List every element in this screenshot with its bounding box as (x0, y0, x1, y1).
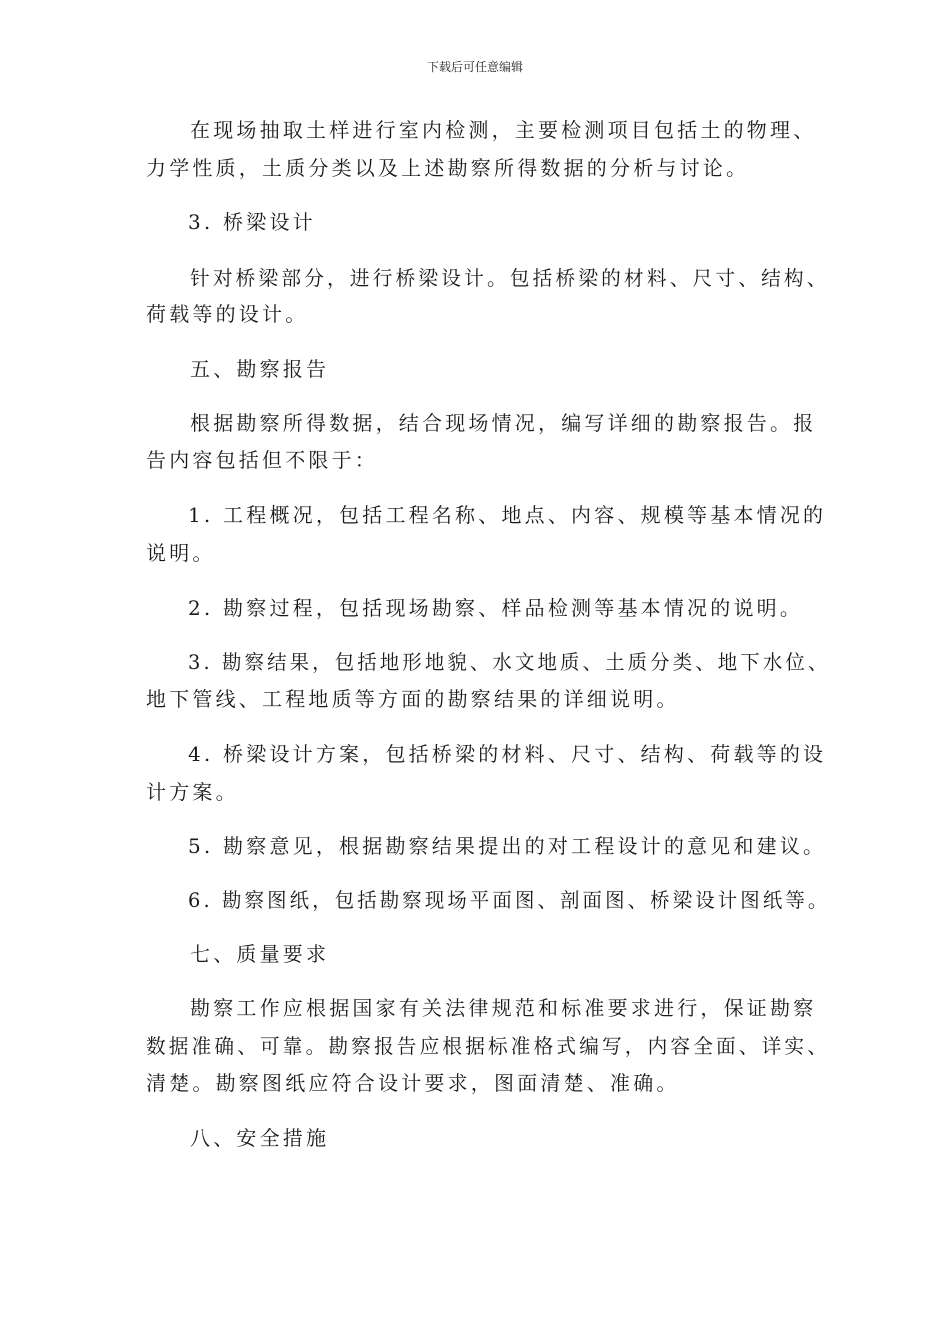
list-item: 说明。 (146, 541, 216, 565)
list-item: 地下管线、工程地质等方面的勘察结果的详细说明。 (146, 687, 680, 711)
section-heading: 五、勘察报告 (190, 357, 330, 381)
list-item: 3. 勘察结果，包括地形地貌、水文地质、土质分类、地下水位、 (188, 650, 831, 674)
list-item: 1. 工程概况，包括工程名称、地点、内容、规模等基本情况的 (188, 503, 827, 527)
paragraph-line: 告内容包括但不限于： (146, 448, 378, 472)
list-item: 计方案。 (146, 780, 239, 804)
list-item: 4. 桥梁设计方案，包括桥梁的材料、尺寸、结构、荷载等的设 (188, 742, 827, 766)
paragraph-line: 清楚。勘察图纸应符合设计要求，图面清楚、准确。 (146, 1071, 680, 1095)
paragraph-line: 针对桥梁部分，进行桥梁设计。包括桥梁的材料、尺寸、结构、 (190, 266, 830, 290)
list-item: 5. 勘察意见，根据勘察结果提出的对工程设计的意见和建议。 (188, 834, 827, 858)
list-item: 6. 勘察图纸，包括勘察现场平面图、剖面图、桥梁设计图纸等。 (188, 888, 831, 912)
paragraph-line: 力学性质，土质分类以及上述勘察所得数据的分析与讨论。 (146, 156, 750, 180)
list-item: 2. 勘察过程，包括现场勘察、样品检测等基本情况的说明。 (188, 596, 804, 620)
paragraph-line: 根据勘察所得数据，结合现场情况，编写详细的勘察报告。报 (190, 411, 817, 435)
paragraph-line: 数据准确、可靠。勘察报告应根据标准格式编写，内容全面、详实、 (146, 1034, 830, 1058)
page-header: 下载后可任意编辑 (426, 60, 523, 74)
section-heading: 八、安全措施 (190, 1126, 330, 1150)
section-heading: 3. 桥梁设计 (188, 210, 316, 234)
section-heading: 七、质量要求 (190, 942, 330, 966)
paragraph-line: 荷载等的设计。 (146, 302, 309, 326)
paragraph-line: 勘察工作应根据国家有关法律规范和标准要求进行，保证勘察 (190, 996, 817, 1020)
paragraph-line: 在现场抽取土样进行室内检测，主要检测项目包括土的物理、 (190, 118, 817, 142)
